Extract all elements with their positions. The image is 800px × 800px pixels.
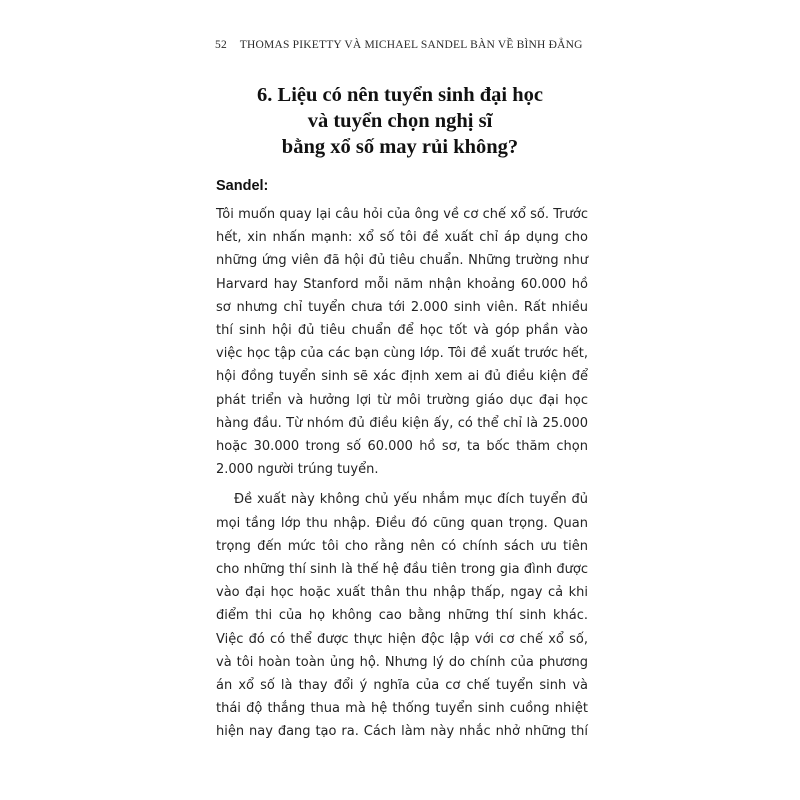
running-title: THOMAS PIKETTY VÀ MICHAEL SANDEL BÀN VỀ BÌNH ĐẲNG [239, 39, 583, 51]
text-line: hiện nay đang tạo ra. Cách làm này nhắc nhở những thí [216, 724, 588, 740]
text-line: việc học tập của các bạn cùng lớp. Tôi đề xuất trước hết, [216, 346, 588, 362]
page-number: 52 [215, 39, 227, 51]
paragraph [216, 203, 588, 481]
speaker-label: Sandel: [216, 178, 269, 194]
text-line: Đề xuất này không chủ yếu nhắm mục đích tuyển đủ [234, 492, 588, 508]
text-line: thái độ thắng thua mà hệ thống tuyển sinh cuồng nhiệt [216, 701, 588, 717]
text-line: Tôi muốn quay lại câu hỏi của ông về cơ chế xổ số. Trước [216, 207, 588, 222]
paragraph-spacer [216, 481, 588, 488]
body-text [216, 203, 588, 744]
text-line: những ứng viên đã hội đủ tiêu chuẩn. Những trường như [216, 253, 588, 269]
text-line: 2.000 người trúng tuyển. [216, 462, 379, 478]
text-line: trọng đến mức tôi cho rằng nên có chính sách ưu tiên [216, 538, 588, 554]
chapter-title-line: bằng xổ số may rủi không? [281, 136, 519, 158]
text-line: cho những thí sinh là thế hệ đầu tiên trong gia đình được [216, 562, 588, 578]
text-line: hội đồng tuyển sinh sẽ xác định xem ai đủ điều kiện để [216, 369, 588, 385]
text-line: thí sinh hội đủ tiêu chuẩn để học tốt và góp phần vào [216, 323, 588, 339]
running-header [215, 39, 615, 51]
text-line: Harvard hay Stanford mỗi năm nhận khoảng 60.000 hồ [216, 276, 588, 292]
text-line: Việc đó có thể được thực hiện độc lập với cơ chế xổ số, [216, 631, 588, 647]
text-line: sơ nhưng chỉ tuyển chưa tới 2.000 sinh viên. Rất nhiều [216, 299, 588, 315]
paragraph [216, 488, 588, 743]
chapter-title-line: và tuyển chọn nghị sĩ [307, 110, 493, 132]
text-line: điểm thi của họ không cao bằng những thí sinh khác. [216, 608, 588, 624]
text-line: phát triển và hưởng lợi từ môi trường giáo dục đại học [216, 392, 588, 408]
text-line: và tôi hoàn toàn ủng hộ. Nhưng lý do chính của phương [216, 654, 588, 670]
text-line: vào đại học hoặc xuất thân thu nhập thấp, ngay cả khi [216, 585, 588, 601]
chapter-title-line: 6. Liệu có nên tuyển sinh đại học [257, 84, 543, 106]
text-line: hàng đầu. Từ nhóm đủ điều kiện ấy, có thể chỉ là 25.000 [216, 415, 588, 431]
chapter-title [180, 82, 620, 160]
text-line: mọi tầng lớp thu nhập. Điều đó cũng quan trọng. Quan [216, 515, 588, 531]
text-line: hoặc 30.000 trong số 60.000 hồ sơ, ta bốc thăm chọn [216, 439, 588, 455]
text-line: án xổ số là thay đổi ý nghĩa của cơ chế tuyển sinh và [216, 678, 588, 694]
text-line: hết, xin nhấn mạnh: xổ số tôi đề xuất chỉ áp dụng cho [216, 230, 588, 246]
